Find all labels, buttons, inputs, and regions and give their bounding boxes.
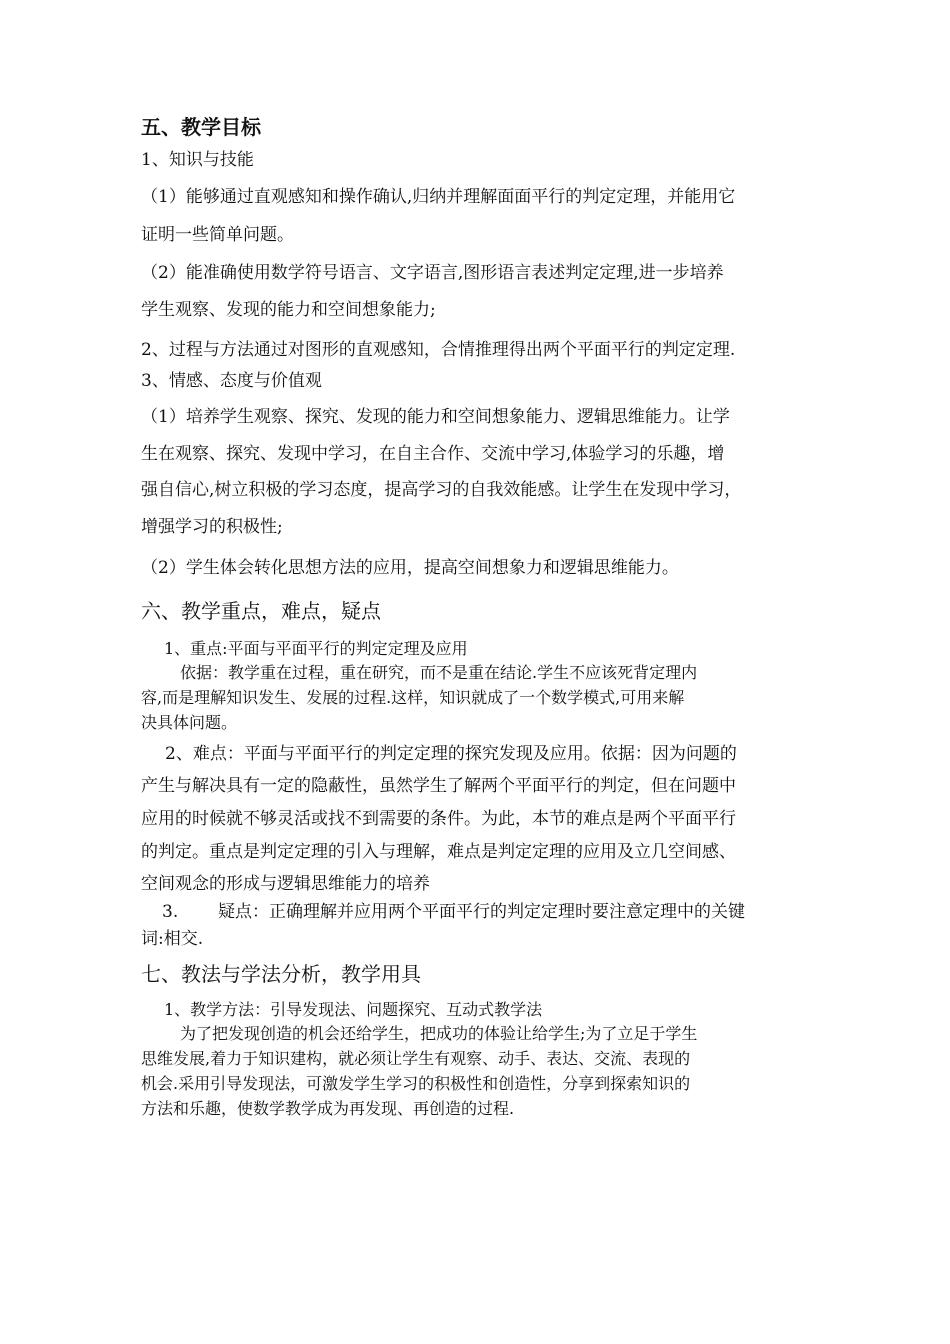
doubt-number: 3. xyxy=(162,902,179,922)
difficulty-line-2: 产生与解决具有一定的隐蔽性，虽然学生了解两个平面平行的判定，但在问题中 xyxy=(141,776,736,796)
goal-1-para-2-line-2: 学生观察、发现的能力和空间想象能力; xyxy=(141,300,436,320)
goal-3-para-1-line-3: 强自信心,树立积极的学习态度，提高学习的自我效能感。让学生在发现中学习， xyxy=(141,480,742,500)
difficulty-line-4: 的判定。重点是判定定理的引入与理解，难点是判定定理的应用及立几空间感、 xyxy=(141,842,736,862)
goal-2-text: 2、过程与方法通过对图形的直观感知，合情推理得出两个平面平行的判定定理. xyxy=(141,340,736,360)
method-text-line-4: 方法和乐趣，使数学教学成为再发现、再创造的过程. xyxy=(141,1099,515,1118)
section-6-title: 六、教学重点，难点，疑点 xyxy=(141,599,381,623)
method-text-line-1: 为了把发现创造的机会还给学生，把成功的体验让给学生;为了立足于学生 xyxy=(180,1024,698,1043)
goal-1-para-1-line-1: （1）能够通过直观感知和操作确认,归纳并理解面面平行的判定定理，并能用它 xyxy=(141,187,736,207)
method-text-line-3: 机会.采用引导发现法，可激发学生学习的积极性和创造性，分享到探索知识的 xyxy=(141,1074,691,1093)
goal-3-para-1-line-1: （1）培养学生观察、探究、发现的能力和空间想象能力、逻辑思维能力。让学 xyxy=(141,407,730,427)
difficulty-line-3: 应用的时候就不够灵活或找不到需要的条件。为此，本节的难点是两个平面平行 xyxy=(141,809,736,829)
difficulty-line-1: 2、难点：平面与平面平行的判定定理的探究发现及应用。依据：因为问题的 xyxy=(165,744,737,764)
goal-1-para-2-line-1: （2）能准确使用数学符号语言、文字语言,图形语言表述判定定理,进一步培养 xyxy=(141,263,724,283)
basis-line-3: 决具体问题。 xyxy=(141,713,238,732)
method-text-line-2: 思维发展,着力于知识建构，就必须让学生有观察、动手、表达、交流、表现的 xyxy=(141,1049,691,1068)
goal-1-title: 1、知识与技能 xyxy=(141,150,254,170)
teaching-method: 1、教学方法：引导发现法、问题探究、互动式教学法 xyxy=(164,1000,543,1019)
doubt-line-1: 疑点：正确理解并应用两个平面平行的判定定理时要注意定理中的关键 xyxy=(218,902,745,922)
key-point: 1、重点:平面与平面平行的判定定理及应用 xyxy=(164,639,468,658)
goal-3-para-1-line-2: 生在观察、探究、发现中学习，在自主合作、交流中学习,体验学习的乐趣，增 xyxy=(141,444,725,464)
goal-3-para-1-line-4: 增强学习的积极性; xyxy=(141,517,283,537)
basis-line-1: 依据：教学重在过程，重在研究，而不是重在结论.学生不应该死背定理内 xyxy=(180,663,698,682)
difficulty-line-5: 空间观念的形成与逻辑思维能力的培养 xyxy=(141,874,430,894)
goal-3-title: 3、情感、态度与价值观 xyxy=(141,371,322,391)
basis-line-2: 容,而是理解知识发生、发展的过程.这样，知识就成了一个数学模式,可用来解 xyxy=(141,688,685,707)
goal-1-para-1-line-2: 证明一些简单问题。 xyxy=(141,225,294,245)
section-7-title: 七、教法与学法分析，教学用具 xyxy=(141,962,421,986)
goal-3-para-2: （2）学生体会转化思想方法的应用，提高空间想象力和逻辑思维能力。 xyxy=(141,558,679,578)
section-5-title: 五、教学目标 xyxy=(141,115,261,139)
doubt-line-2: 词:相交. xyxy=(141,929,204,949)
